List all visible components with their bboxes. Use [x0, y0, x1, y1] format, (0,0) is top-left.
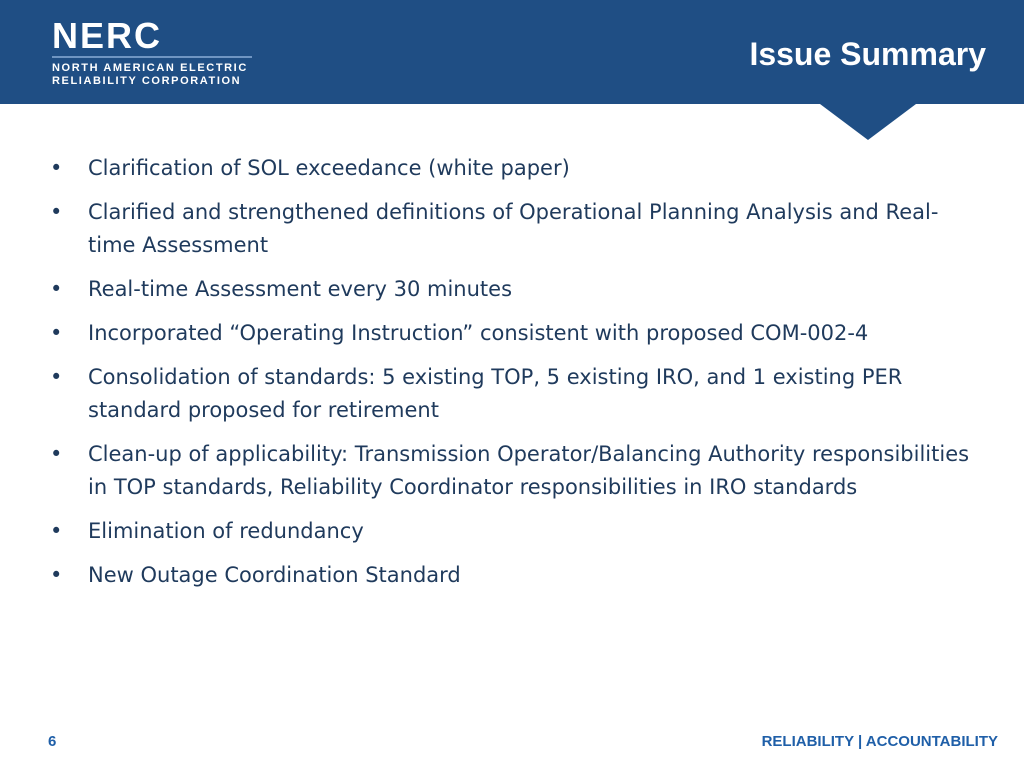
slide-title: Issue Summary	[749, 36, 986, 72]
bullet-item	[50, 317, 980, 350]
bullet-glyph: •	[50, 442, 63, 466]
bullet-glyph: •	[50, 563, 63, 587]
bullet-glyph: •	[50, 200, 63, 224]
logo-mark: NERC	[52, 15, 163, 56]
bullet-item	[50, 196, 980, 262]
bullet-item	[50, 559, 980, 592]
bullet-text: Clarified and strengthened definitions of Operational Planning Analysis and Real-time Assessment	[88, 200, 939, 257]
bullet-glyph: •	[50, 365, 63, 389]
header-bar	[0, 0, 1024, 104]
bullet-glyph: •	[50, 277, 63, 301]
bullet-text: Consolidation of standards: 5 existing TOP, 5 existing IRO, and 1 existing PER standard proposed for retirement	[88, 365, 903, 422]
bullet-text: Clarification of SOL exceedance (white paper)	[88, 156, 570, 180]
footer-tagline: RELIABILITY | ACCOUNTABILITY	[761, 733, 998, 750]
logo-subtitle-line2: RELIABILITY CORPORATION	[52, 75, 242, 87]
header-notch	[820, 104, 916, 140]
logo-subtitle-line1: NORTH AMERICAN ELECTRIC	[52, 62, 248, 74]
bullet-item	[50, 273, 980, 306]
bullet-list	[50, 152, 980, 603]
bullet-text: Real-time Assessment every 30 minutes	[88, 277, 513, 301]
bullet-glyph: •	[50, 156, 63, 180]
bullet-text: Elimination of redundancy	[88, 519, 364, 543]
bullet-item	[50, 515, 980, 548]
bullet-item	[50, 438, 980, 504]
bullet-text: Clean-up of applicability: Transmission Operator/Balancing Authority responsibilities in TOP standards, Reliability Coordinator responsibilities in IRO standards	[88, 442, 970, 499]
bullet-item	[50, 361, 980, 427]
nerc-logo	[52, 15, 262, 88]
logo-divider	[52, 56, 252, 58]
bullet-glyph: •	[50, 321, 63, 345]
bullet-text: New Outage Coordination Standard	[88, 563, 461, 587]
page-number: 6	[48, 733, 57, 750]
bullet-item	[50, 152, 980, 185]
bullet-glyph: •	[50, 519, 63, 543]
bullet-text: Incorporated “Operating Instruction” consistent with proposed COM-002-4	[88, 321, 869, 345]
